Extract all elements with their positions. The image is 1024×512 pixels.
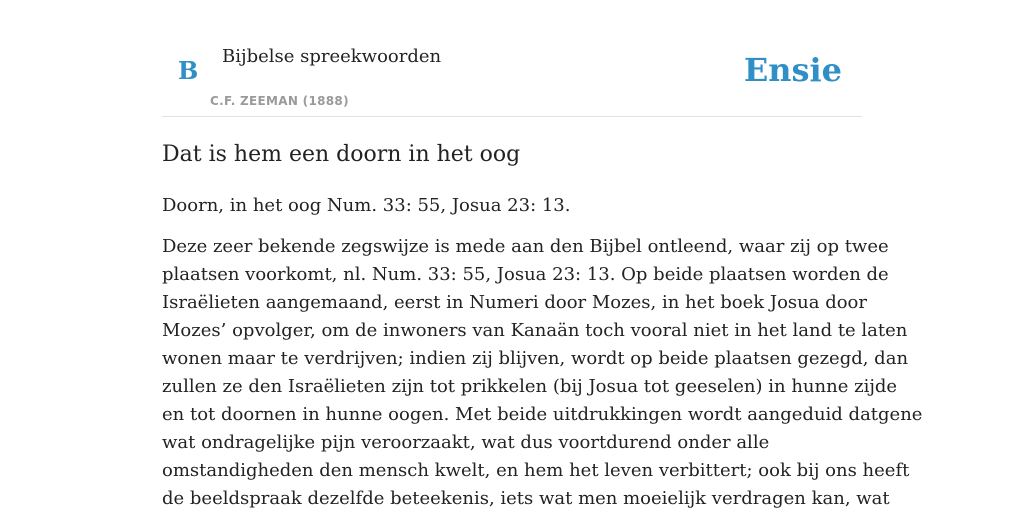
bible-reference: Doorn, in het oog Num. 33: 55, Josua 23: 13. <box>162 195 571 216</box>
body-line: en tot doornen in hunne oogen. Met beide uitdrukkingen wordt aangeduid datgene <box>162 404 923 425</box>
body-line: Deze zeer bekende zegswijze is mede aan den Bijbel ontleend, waar zij op twee <box>162 236 889 257</box>
article-body <box>162 233 923 512</box>
body-line: plaatsen voorkomt, nl. Num. 33: 55, Josua 23: 13. Op beide plaatsen worden de <box>162 264 889 285</box>
body-line: wat ondragelijke pijn veroorzaakt, wat dus voortdurend onder alle <box>162 432 770 453</box>
article <box>162 140 923 512</box>
article-title: Dat is hem een doorn in het oog <box>162 142 521 167</box>
work-title-link[interactable]: Bijbelse spreekwoorden <box>222 46 442 67</box>
site-header <box>162 0 862 117</box>
work-author: C.F. ZEEMAN (1888) <box>210 94 349 108</box>
ensie-logo[interactable]: Ensie <box>743 51 842 89</box>
body-line: omstandigheden den mensch kwelt, en hem het leven verbittert; ook bij ons heeft <box>162 460 910 481</box>
body-line: zullen ze den Israëlieten zijn tot prikkelen (bij Josua tot geeselen) in hunne zijde <box>162 376 898 397</box>
body-line: Mozes’ opvolger, om de inwoners van Kanaän toch vooral niet in het land te laten <box>162 320 908 341</box>
body-line: wonen maar te verdrijven; indien zij blijven, wordt op beide plaatsen gezegd, dan <box>162 348 909 369</box>
work-badge-icon[interactable]: B <box>178 56 199 85</box>
body-line: de beeldspraak dezelfde beteekenis, iets wat men moeielijk verdragen kan, wat <box>162 488 890 509</box>
body-line: Israëlieten aangemaand, eerst in Numeri door Mozes, in het boek Josua door <box>162 292 867 313</box>
